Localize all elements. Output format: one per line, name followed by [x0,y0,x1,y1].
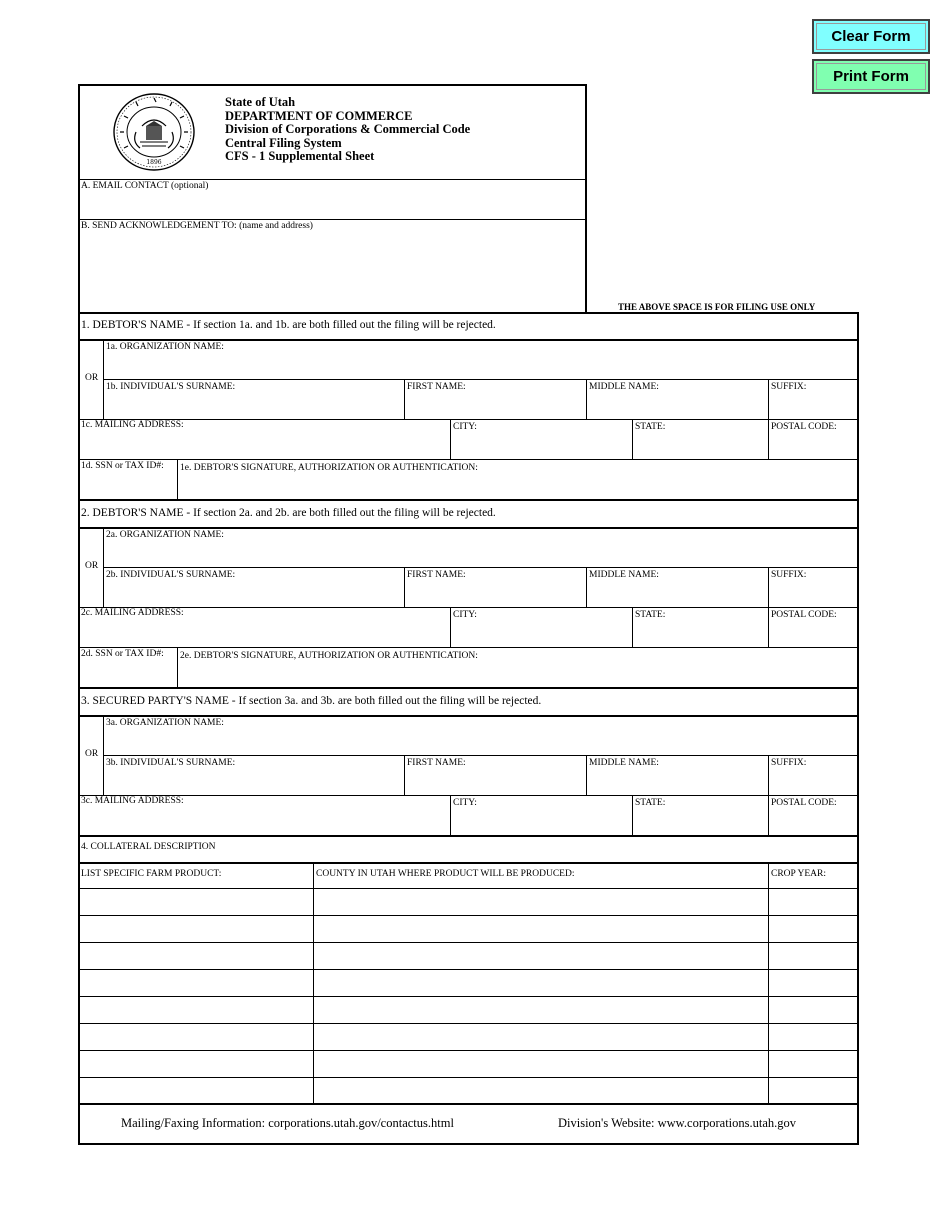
farm-product-cell[interactable] [80,1025,313,1050]
rule-line [632,795,633,835]
surname-field-1[interactable] [105,394,403,418]
rule-line [78,219,587,220]
farm-product-cell[interactable] [80,890,313,915]
rule-line [78,835,859,837]
rule-line [78,969,859,970]
email-contact-label: A. EMAIL CONTACT (optional) [81,181,209,191]
org-name-label: 3a. ORGANIZATION NAME: [106,718,224,728]
state-field-1[interactable] [634,434,767,458]
first-name-label: FIRST NAME: [407,570,466,580]
collateral-title: 4. COLLATERAL DESCRIPTION [81,842,216,852]
first-name-field-2[interactable] [406,582,585,606]
rule-line [78,527,859,529]
mailing-address-label: 2c. MAILING ADDRESS: [81,608,184,618]
clear-form-button[interactable]: Clear Form [812,19,930,54]
middle-name-field-3[interactable] [588,770,767,794]
postal-code-field-2[interactable] [770,622,857,646]
rule-line [768,795,769,835]
surname-label: 2b. INDIVIDUAL'S SURNAME: [106,570,236,580]
state-name: State of Utah [225,95,296,109]
rule-line [103,755,859,756]
secured-title: 3. SECURED PARTY'S NAME - If section 3a. and 3b. are both filled out the filing will be rejected. [81,695,542,707]
signature-label: 1e. DEBTOR'S SIGNATURE, AUTHORIZATION OR AUTHENTICATION: [180,463,478,473]
rule-line [78,795,859,796]
rule-line [585,84,587,313]
org-name-field-1[interactable] [105,354,857,378]
first-name-field-3[interactable] [406,770,585,794]
rule-line [78,84,80,313]
postal-code-label: POSTAL CODE: [771,610,837,620]
county-cell[interactable] [315,998,768,1023]
rule-line [78,312,80,1145]
rule-line [768,607,769,647]
state-seal-icon [112,92,196,172]
rule-line [450,419,451,459]
farm-product-cell[interactable] [80,1052,313,1077]
city-field-3[interactable] [452,810,631,834]
rule-line [404,567,405,607]
farm-product-cell[interactable] [80,1079,313,1104]
farm-product-cell[interactable] [80,917,313,942]
rule-line [78,419,859,420]
org-name-label: 1a. ORGANIZATION NAME: [106,342,224,352]
form-name: CFS - 1 Supplemental Sheet [225,149,375,163]
surname-field-3[interactable] [105,770,403,794]
or-label: OR [85,749,99,759]
signature-label: 2e. DEBTOR'S SIGNATURE, AUTHORIZATION OR AUTHENTICATION: [180,651,478,661]
send-ack-field[interactable] [80,233,585,311]
signature-field-1[interactable] [179,475,857,499]
rule-line [78,996,859,997]
rule-line [78,499,859,501]
debtor2-title: 2. DEBTOR'S NAME - If section 2a. and 2b. are both filled out the filing will be rejected. [81,507,496,519]
filing-use-note: THE ABOVE SPACE IS FOR FILING USE ONLY [618,302,816,312]
rule-line [78,915,859,916]
middle-name-field-2[interactable] [588,582,767,606]
rule-line [632,419,633,459]
farm-product-cell[interactable] [80,971,313,996]
mailing-address-label: 1c. MAILING ADDRESS: [81,420,184,430]
county-cell[interactable] [315,1052,768,1077]
rule-line [103,527,104,607]
rule-line [103,339,104,419]
crop-year-cell[interactable] [770,1025,857,1050]
state-field-3[interactable] [634,810,767,834]
org-name-field-3[interactable] [105,730,857,754]
rule-line [177,647,178,687]
print-form-button[interactable]: Print Form [812,59,930,94]
ssn-field-1[interactable] [80,473,176,499]
rule-line [78,1023,859,1024]
mailing-address-field-3[interactable] [80,808,449,834]
surname-label: 1b. INDIVIDUAL'S SURNAME: [106,382,236,392]
send-ack-label: B. SEND ACKNOWLEDGEMENT TO: (name and address) [81,221,313,231]
rule-line [768,419,769,459]
rule-line [632,607,633,647]
rule-line [78,1050,859,1051]
svg-text:1896: 1896 [146,159,162,166]
county-cell[interactable] [315,890,768,915]
division-website: Division's Website: www.corporations.utah.gov [558,1116,797,1130]
rule-line [103,567,859,568]
rule-line [78,942,859,943]
rule-line [768,862,769,1104]
rule-line [78,1077,859,1078]
org-name-label: 2a. ORGANIZATION NAME: [106,530,224,540]
signature-field-2[interactable] [179,663,857,687]
crop-year-header: CROP YEAR: [771,869,826,879]
middle-name-label: MIDDLE NAME: [589,570,659,580]
middle-name-label: MIDDLE NAME: [589,382,659,392]
county-cell[interactable] [315,917,768,942]
rule-line [78,862,859,864]
header-titles [225,96,470,164]
rule-line [586,379,587,419]
state-label: STATE: [635,610,666,620]
suffix-label: SUFFIX: [771,570,807,580]
postal-code-field-3[interactable] [770,810,857,834]
rule-line [857,312,859,1145]
suffix-field-2[interactable] [770,582,857,606]
first-name-label: FIRST NAME: [407,758,466,768]
rule-line [404,755,405,795]
county-cell[interactable] [315,971,768,996]
department-name: DEPARTMENT OF COMMERCE [225,108,413,123]
city-label: CITY: [453,610,477,620]
debtor1-title: 1. DEBTOR'S NAME - If section 1a. and 1b. are both filled out the filing will be rejected. [81,319,496,331]
rule-line [78,888,859,889]
rule-line [78,339,859,341]
city-label: CITY: [453,798,477,808]
rule-line [78,647,859,648]
crop-year-cell[interactable] [770,998,857,1023]
state-field-2[interactable] [634,622,767,646]
suffix-label: SUFFIX: [771,758,807,768]
first-name-field-1[interactable] [406,394,585,418]
farm-product-cell[interactable] [80,944,313,969]
county-cell[interactable] [315,1025,768,1050]
rule-line [78,179,587,180]
email-contact-field[interactable] [80,193,585,218]
rule-line [177,459,178,499]
suffix-label: SUFFIX: [771,382,807,392]
postal-code-label: POSTAL CODE: [771,798,837,808]
farm-product-cell[interactable] [80,998,313,1023]
middle-name-label: MIDDLE NAME: [589,758,659,768]
or-label: OR [85,373,99,383]
mailing-address-label: 3c. MAILING ADDRESS: [81,796,184,806]
rule-line [103,379,859,380]
crop-year-cell[interactable] [770,971,857,996]
rule-line [450,607,451,647]
suffix-field-1[interactable] [770,394,857,418]
crop-year-cell[interactable] [770,890,857,915]
crop-year-cell[interactable] [770,1052,857,1077]
middle-name-field-1[interactable] [588,394,767,418]
rule-line [586,755,587,795]
state-label: STATE: [635,422,666,432]
rule-line [768,379,769,419]
suffix-field-3[interactable] [770,770,857,794]
first-name-label: FIRST NAME: [407,382,466,392]
rule-line [78,687,859,689]
city-field-1[interactable] [452,434,631,458]
postal-code-label: POSTAL CODE: [771,422,837,432]
crop-year-cell[interactable] [770,944,857,969]
system-name: Central Filing System [225,135,342,150]
rule-line [586,567,587,607]
state-label: STATE: [635,798,666,808]
rule-line [768,567,769,607]
crop-year-cell[interactable] [770,1079,857,1104]
ssn-field-2[interactable] [80,661,176,687]
ssn-label: 1d. SSN or TAX ID#: [81,461,164,471]
rule-line [404,379,405,419]
rule-line [78,84,587,86]
rule-line [78,459,859,460]
rule-line [768,755,769,795]
mailing-address-field-1[interactable] [80,432,449,458]
rule-line [78,1143,859,1145]
mailing-info: Mailing/Faxing Information: corporations.utah.gov/contactus.html [121,1116,454,1130]
county-cell[interactable] [315,1079,768,1104]
rule-line [78,607,859,608]
rule-line [78,312,859,314]
crop-year-cell[interactable] [770,917,857,942]
ssn-label: 2d. SSN or TAX ID#: [81,649,164,659]
rule-line [313,862,314,1104]
rule-line [78,715,859,717]
org-name-field-2[interactable] [105,542,857,566]
rule-line [78,1103,859,1105]
county-header: COUNTY IN UTAH WHERE PRODUCT WILL BE PRODUCED: [316,869,575,879]
or-label: OR [85,561,99,571]
surname-field-2[interactable] [105,582,403,606]
postal-code-field-1[interactable] [770,434,857,458]
mailing-address-field-2[interactable] [80,620,449,646]
farm-product-header: LIST SPECIFIC FARM PRODUCT: [81,869,222,879]
city-field-2[interactable] [452,622,631,646]
form-header [78,84,587,180]
rule-line [450,795,451,835]
rule-line [103,715,104,795]
city-label: CITY: [453,422,477,432]
county-cell[interactable] [315,944,768,969]
surname-label: 3b. INDIVIDUAL'S SURNAME: [106,758,236,768]
division-name: Division of Corporations & Commercial Code [225,122,471,136]
